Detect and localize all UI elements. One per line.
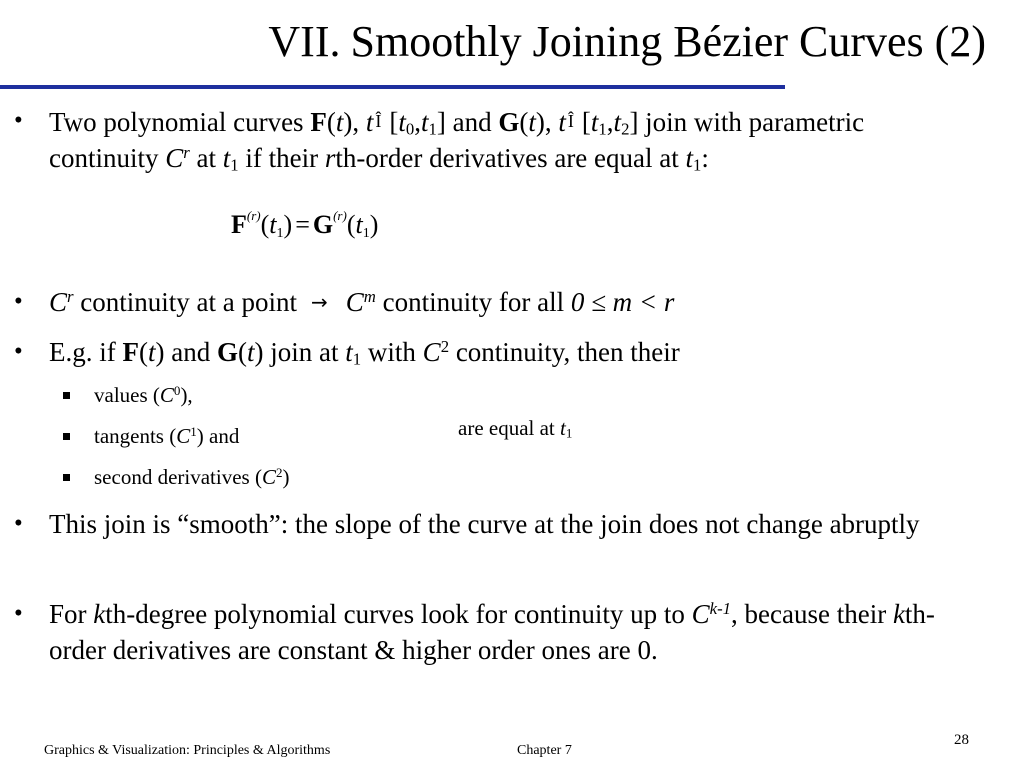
var-c: C — [261, 465, 276, 489]
eq-subscript: 1 — [276, 226, 284, 241]
text: Two polynomial curves — [49, 107, 311, 137]
eq-order: (r) — [246, 208, 261, 223]
text: ), — [180, 383, 193, 407]
eq-f: F — [231, 210, 247, 239]
eq-subscript: 1 — [362, 226, 370, 241]
eq-var-t: t — [269, 210, 277, 239]
superscript: r — [183, 142, 190, 162]
bullet-dot-icon: • — [14, 107, 23, 134]
superscript: 2 — [440, 336, 450, 356]
sub-item-values — [94, 381, 193, 409]
var-t: t — [398, 107, 406, 137]
condition: 0 ≤ m < r — [570, 287, 675, 317]
subscript: 2 — [621, 119, 630, 139]
bullet-dot-icon: • — [14, 338, 23, 365]
text: ), — [535, 107, 559, 137]
bullet-dot-icon: • — [14, 600, 23, 627]
var-t: t — [247, 337, 255, 367]
bullet-example — [14, 334, 979, 370]
text: [ — [389, 107, 399, 137]
superscript: r — [67, 286, 74, 306]
bullet-smooth-join — [14, 506, 969, 542]
var-k: k — [93, 599, 106, 629]
curve-g: G — [498, 107, 520, 137]
footer-chapter: Chapter 7 — [517, 743, 572, 758]
text: ) — [282, 465, 290, 489]
text: with — [361, 337, 423, 367]
var-c: C — [165, 143, 184, 173]
title-number: VII. — [268, 17, 341, 66]
eq-paren: ( — [346, 210, 356, 239]
sub-item-second-derivatives — [94, 463, 289, 491]
text: ) and — [196, 424, 240, 448]
text: ( — [519, 107, 529, 137]
square-bullet-icon — [63, 392, 70, 399]
text: This join is “smooth”: the slope of the curve at the join does not change abruptly — [49, 509, 920, 539]
bullet-continuity-implication — [14, 284, 979, 320]
text: For — [49, 599, 94, 629]
text: continuity, then their — [449, 337, 680, 367]
text: ] join with parametric continuity — [49, 107, 865, 173]
text: at — [189, 143, 223, 173]
text: ( — [326, 107, 336, 137]
text: continuity at a point — [73, 287, 297, 317]
subscript: 1 — [352, 349, 362, 369]
eq-g: G — [312, 210, 334, 239]
subscript: 1 — [693, 155, 702, 175]
footer-book-title: Graphics & Visualization: Principles & Algorithms — [44, 743, 331, 758]
bullet-dot-icon: • — [14, 510, 23, 537]
var-r: r — [324, 143, 336, 173]
var-t: t — [558, 107, 566, 137]
text: th-order derivatives are constant & higher order ones are 0. — [49, 599, 935, 665]
var-t: t — [560, 416, 566, 440]
eq-equals: = — [295, 210, 310, 239]
var-c: C — [345, 287, 364, 317]
implies-arrow-icon: → — [311, 290, 328, 314]
text: , because their — [731, 599, 893, 629]
text: tangents ( — [94, 424, 177, 448]
subscript: 1 — [428, 119, 437, 139]
eq-paren: ( — [260, 210, 270, 239]
text: th-order derivatives are equal at — [335, 143, 686, 173]
title-underline — [0, 85, 785, 89]
subscript: 0 — [405, 119, 415, 139]
element-of-glyph: Î — [375, 111, 382, 131]
subscript: 1 — [565, 425, 573, 441]
square-bullet-icon — [63, 433, 70, 440]
text: , — [414, 107, 421, 137]
text: ( — [238, 337, 248, 367]
var-c: C — [159, 383, 174, 407]
var-t: t — [685, 143, 694, 173]
var-t: t — [528, 107, 536, 137]
text: th-degree polynomial curves look for continuity up to — [105, 599, 692, 629]
text: [ — [581, 107, 591, 137]
slide-title — [0, 16, 1024, 68]
var-c: C — [176, 424, 191, 448]
text: ( — [139, 337, 148, 367]
superscript: 0 — [173, 382, 181, 398]
var-c: C — [422, 337, 441, 367]
text: second derivatives ( — [94, 465, 262, 489]
text: values ( — [94, 383, 160, 407]
var-t: t — [420, 107, 429, 137]
text: are equal at — [458, 416, 561, 440]
var-t: t — [613, 107, 622, 137]
title-text: Smoothly Joining Bézier Curves (2) — [350, 17, 986, 66]
var-t: t — [590, 107, 599, 137]
sub-item-tangents — [94, 422, 239, 450]
text: ] and — [436, 107, 499, 137]
square-bullet-icon — [63, 474, 70, 481]
eq-paren: ) — [283, 210, 293, 239]
bullet-kth-degree — [14, 596, 949, 668]
text: if their — [238, 143, 325, 173]
eq-paren: ) — [369, 210, 379, 239]
eq-var-t: t — [355, 210, 363, 239]
text: : — [701, 143, 709, 173]
text: ) and — [155, 337, 217, 367]
var-t: t — [222, 143, 231, 173]
eq-order: (r) — [333, 208, 347, 223]
text: ) join at — [254, 337, 346, 367]
var-k: k — [892, 599, 905, 629]
element-of-glyph: Î — [567, 111, 574, 131]
superscript: 2 — [275, 464, 283, 480]
page-number: 28 — [954, 732, 969, 748]
text: , — [606, 107, 614, 137]
bullet-parametric-continuity — [14, 103, 979, 176]
bullet-dot-icon: • — [14, 288, 23, 315]
derivative-equation — [231, 208, 378, 242]
var-c: C — [691, 599, 710, 629]
text: continuity for all — [375, 287, 571, 317]
var-t: t — [365, 107, 374, 137]
superscript: k-1 — [709, 598, 732, 618]
var-c: C — [49, 287, 68, 317]
curve-f: F — [122, 337, 139, 367]
text: ), — [343, 107, 366, 137]
subscript: 1 — [230, 155, 239, 175]
superscript: m — [363, 286, 376, 306]
curve-g: G — [217, 337, 239, 367]
are-equal-note — [458, 414, 572, 442]
var-t: t — [148, 337, 156, 367]
curve-f: F — [310, 107, 327, 137]
var-t: t — [335, 107, 344, 137]
text: E.g. if — [49, 337, 123, 367]
subscript: 1 — [598, 119, 607, 139]
superscript: 1 — [190, 423, 197, 439]
var-t: t — [345, 337, 353, 367]
